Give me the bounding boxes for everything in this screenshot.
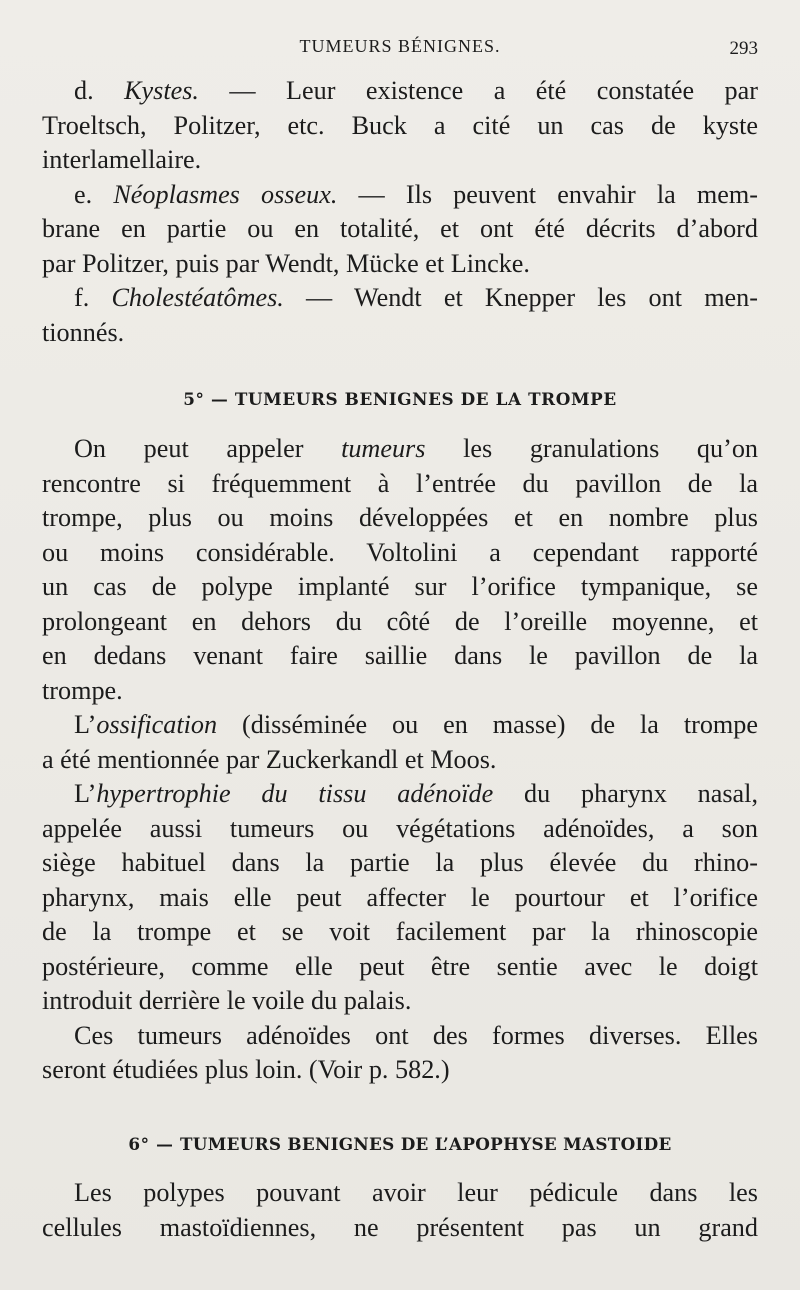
paragraph-2-line-2: a été mentionnée par Zuckerkandl et Moos. [42,744,497,774]
heading-number: 5° [183,389,205,409]
paragraph-5-line-2: cellules mastoïdiennes, ne présentent pas un grand [42,1212,758,1242]
paragraph-3-line-6: postérieure, comme elle peut être sentie avec le doigt [42,951,758,981]
paragraph-1-line-8: trompe. [42,675,123,705]
heading-text: TUMEURS BENIGNES DE LA TROMPE [234,389,617,409]
section-6-heading [42,1134,758,1154]
paragraph-3-line-5: de la trompe et se voit facilement par la rhinoscopie [42,917,758,946]
paragraph-1-line-1 [42,432,758,467]
heading-dash: — [210,389,229,409]
section-5-body [42,432,758,1088]
paragraph-text: (disséminée ou en masse) de la trompe [242,710,759,739]
paragraph-2-line-1 [42,708,758,743]
item-e-line-1 [42,178,758,213]
section-5-heading [42,389,758,409]
paragraph-3-line-1 [42,777,758,812]
item-term: Néoplasmes osseux. [113,179,338,209]
paragraph-1-line-7: en dedans venant faire saillie dans le pavillon de la [42,641,758,670]
item-d-line-2: Troeltsch, Politzer, etc. Buck a cité un cas de kyste [42,110,758,140]
item-e-line-2: brane en partie ou en totalité, et ont été décrits d’abord [42,214,758,243]
paragraph-4-line-2: seront étudiées plus loin. (Voir p. 582.) [42,1055,450,1084]
paragraph-3-line-3: siège habituel dans la partie la plus élevée du rhino- [42,848,758,877]
running-title: TUMEURS BÉNIGNES. [299,36,501,56]
section-4-items [42,74,758,350]
paragraph-1-line-2: rencontre si fréquemment à l’entrée du pavillon de la [42,468,758,498]
paragraph-3-line-4: pharynx, mais elle peut affecter le pourtour et l’orifice [42,882,758,912]
paragraph-1-line-5: un cas de polype implanté sur l’orifice tympanique, se [42,572,758,601]
paragraph-text: — Wendt et Knepper les ont men- [306,283,758,312]
heading-number: 6° [128,1134,150,1154]
heading-text: TUMEURS BENIGNES DE L’APOPHYSE MASTOIDE [179,1134,672,1154]
item-e-line-3: par Politzer, puis par Wendt, Mücke et Lincke. [42,248,530,278]
item-letter: d. [74,76,94,105]
paragraph-1-line-3: trompe, plus ou moins développées et en nombre plus [42,503,758,532]
emphasis: tumeurs [341,434,426,463]
page-number: 293 [729,38,758,59]
paragraph-text: les granulations qu’on [463,434,759,463]
paragraph-3-line-2: appelée aussi tumeurs ou végétations adénoïdes, a son [42,813,758,843]
paragraph-text: L’ [74,710,97,739]
section-6-body [42,1176,758,1245]
emphasis: hypertrophie du tissu adénoïde [96,779,494,808]
emphasis: ossification [96,710,218,739]
paragraph-1-line-4: ou moins considérable. Voltolini a cependant rapporté [42,537,758,567]
item-term: Kystes. [124,76,199,105]
item-term: Cholestéatômes. [111,283,284,312]
item-f-line-1 [42,281,758,316]
item-d-line-3: interlamellaire. [42,145,202,174]
paragraph-text: — Ils peuvent envahir la mem- [358,179,759,209]
paragraph-3-line-7: introduit derrière le voile du palais. [42,986,412,1015]
item-d-line-1 [42,74,758,109]
paragraph-text: — Leur existence a été constatée par [229,76,758,105]
paragraph-1-line-6: prolongeant en dehors du côté de l’oreille moyenne, et [42,606,758,636]
item-letter: e. [74,179,93,209]
paragraph-text: On peut appeler [74,434,304,463]
running-header [42,36,758,60]
item-letter: f. [74,283,90,312]
paragraph-4-line-1: Ces tumeurs adénoïdes ont des formes diverses. Elles [74,1020,758,1050]
paragraph-text: L’ [74,779,97,808]
paragraph-text: du pharynx nasal, [524,779,759,808]
paragraph-5-line-1: Les polypes pouvant avoir leur pédicule dans les [74,1178,758,1207]
item-f-line-2: tionnés. [42,317,125,347]
heading-dash: — [156,1134,174,1154]
